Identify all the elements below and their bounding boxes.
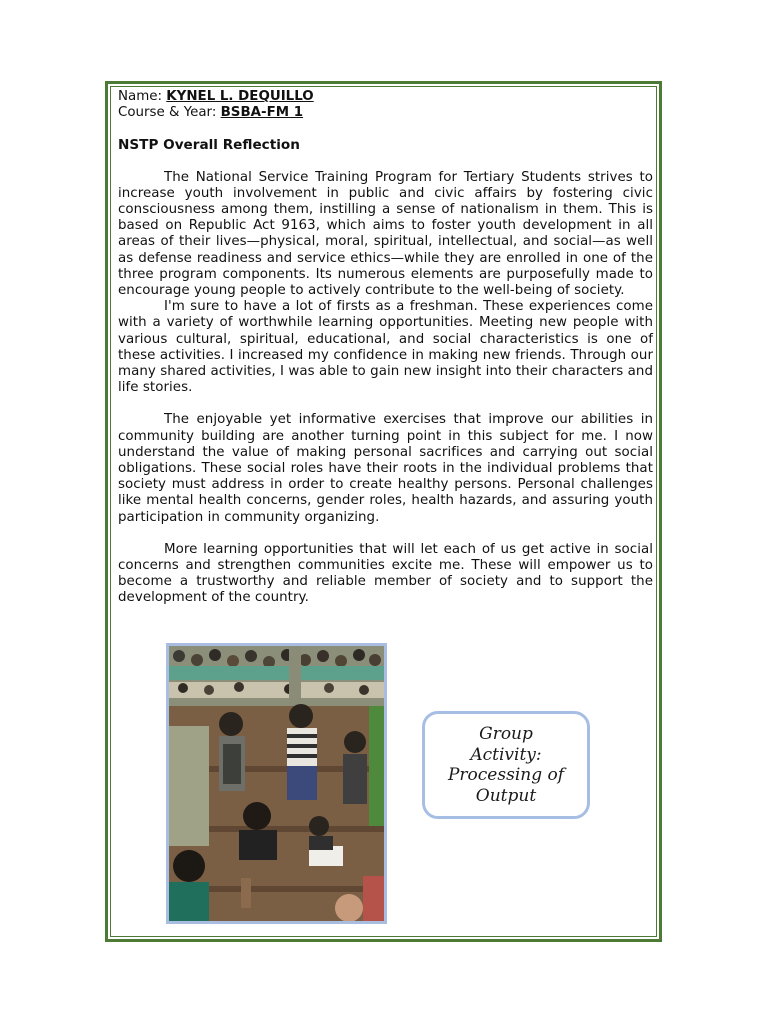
caption-line-1: Group [479,724,533,744]
paragraph-intro: The National Service Training Program for Tertiary Students strives to increase youth involvement in public and civic affairs by fostering civic consciousness among them, instilling a sense of nationalism in them. This is based on Republic Act 9163, which aims to foster youth development in all areas of their lives—physical, moral, spiritual, intellectual, and social—as well as defense readiness and service ethics—while they are enrolled in one of the three program components. Its numerous elements are purposefully made to encourage young people to actively contribute to the well-being of society. [118,169,653,299]
paragraph-conclusion: More learning opportunities that will let each of us get active in social concerns and strengthen communities excite me. These will empower us to become a trustworthy and reliable member of society and to support the development of the country. [118,541,653,606]
photo-caption-box [422,711,590,819]
document-title: NSTP Overall Reflection [118,137,300,154]
photo-caption [440,724,572,806]
course-year: BSBA-FM 1 [220,105,304,121]
document-frame [105,81,662,942]
name-line [118,89,653,105]
group-activity-photo [166,643,387,924]
document-body [118,89,653,607]
course-label: Course & Year: [118,105,221,121]
student-name: KYNEL L. DEQUILLO [166,89,314,104]
caption-line-4: Output [475,785,537,806]
paragraph-firsts: I'm sure to have a lot of firsts as a freshman. These experiences come with a variety of worthwhile learning opportunities. Meeting new people with various cultural, spiritual, educational, and social characteristics is one of these activities. I increased my confidence in making new friends. Through our many shared activities, I was able to gain new insight into their characters and life stories. [118,299,653,396]
paragraph-community-building: The enjoyable yet informative exercises that improve our abilities in community building are another turning point in this subject for me. I now understand the value of making personal sacrifices and carrying out social obligations. These social roles have their roots in the individual problems that society must address in order to create healthy persons. Personal challenges like mental health concerns, gender roles, health hazards, and assuring youth participation in community organizing. [118,412,653,525]
photo-illustration [169,646,384,921]
course-line [118,105,653,121]
caption-line-3: Processing of [447,765,565,785]
name-label: Name: [118,89,167,104]
caption-line-2: Activity: [470,744,542,765]
